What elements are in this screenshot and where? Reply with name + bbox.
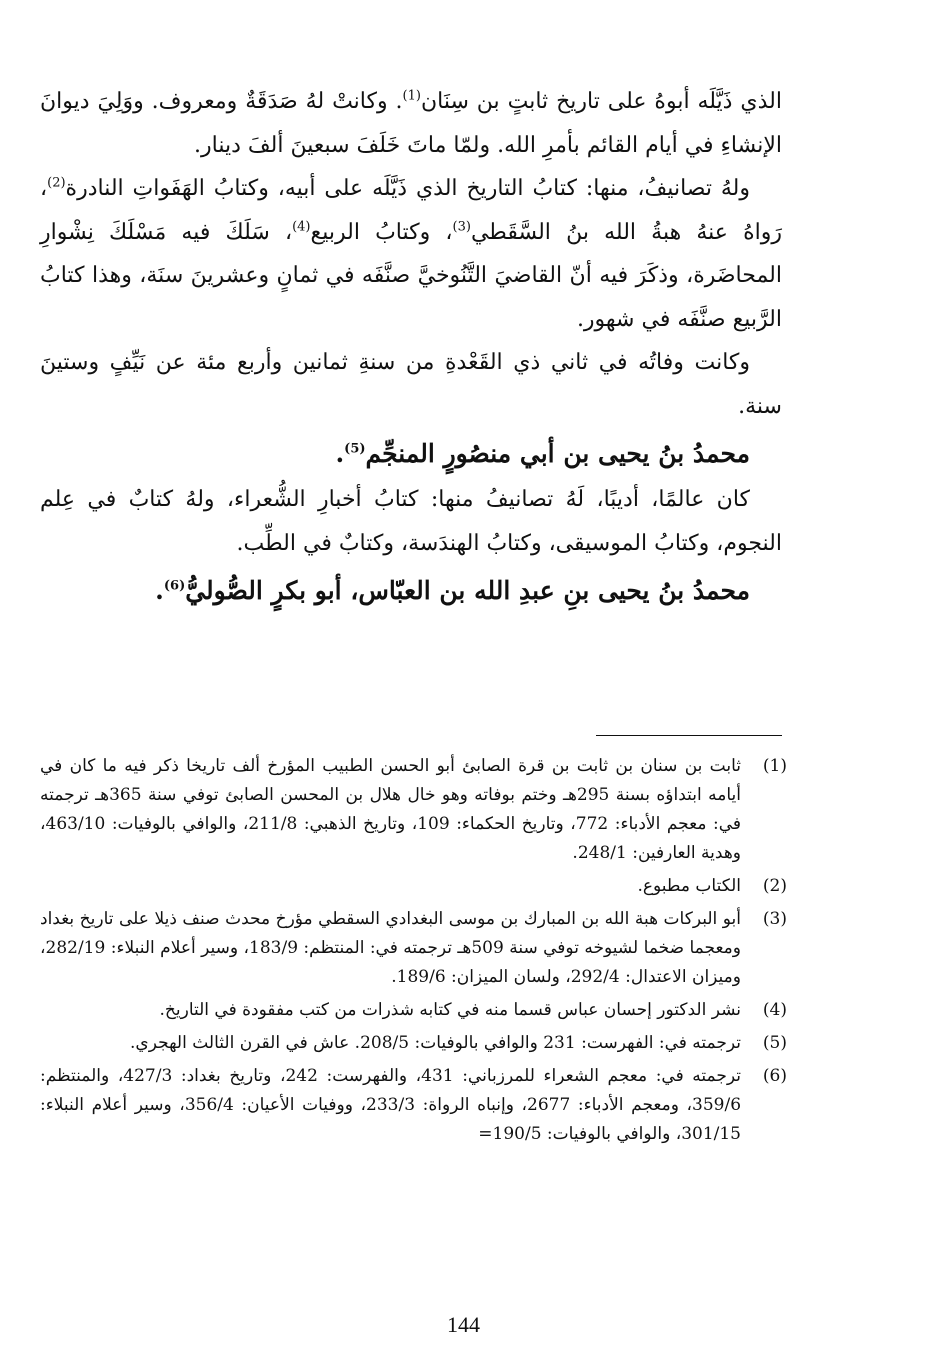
footnote-ref-1: (1) [402,88,421,104]
footnote-text: ثابت بن سنان بن ثابت بن قرة الصابئ أبو الحسن الطبيب المؤرخ ألف تاريخا ذكر فيه ما كان في أيامه ابتداؤه بسنة 295هـ وختم بوفاته وهو خال هلال بن المحسن الصابئ توفي سنة 365هـ ترجمته في: معجم الأدباء: 772، وتاريخ الحكماء: 109، وتاريخ الذهبي: 211/8، والوافي بالوفيات: 463/10، وهدية العارفين: 248/1. [40,756,741,863]
footnote-ref-6: (6) [163,578,186,594]
footnote-item [40,996,787,1025]
entry-heading-2-end: . [155,576,164,605]
footnote-number: (4) [762,1000,787,1020]
entry-heading-2-text: محمدُ بنُ يحيى بنِ عبدِ الله بن العبّاس، أبو بكرٍ الصُّوليُّ [185,576,750,605]
paragraph-1-text-a: الذي ذَيَّلَه أبوهُ على تاريخ ثابتٍ بن سِنَان [420,89,782,114]
footnote-item [40,905,787,992]
footnote-number: (1) [762,756,787,776]
footnote-number: (3) [762,909,787,929]
footnote-number: (6) [762,1066,787,1086]
footnote-text: أبو البركات هبة الله بن المبارك بن موسى البغدادي السقطي مؤرخ محدث صنف ذيلا على تاريخ بغداد ومعجما ضخما لشيوخه توفي سنة 509هـ ترجمته في: المنتظم: 183/9، وسير أعلام النبلاء: 282/19، وميزان الاعتدال: 292/4، ولسان الميزان: 189/6. [40,909,741,987]
paragraph-2-text-a: ولهُ تصانيفُ، منها: كتابُ التاريخ الذي ذَيَّلَه على أبيه، وكتابُ الهَفَواتِ النادرة [65,176,750,201]
footnotes [40,752,787,1153]
footnote-divider [596,735,782,736]
footnote-item [40,752,787,868]
entry-heading-1-end: . [335,439,345,468]
paragraph-4 [40,478,782,565]
paragraph-2-text-d: ، سَلَكَ فيه مَسْلَكَ نِشْوارِ المحاضَرة، وذكَرَ فيه أنّ القاضيَ التَّنُوخيَّ صنَّفَه في ثمانٍ وعشرينَ سنَة، وهذا كتابُ الرَّبيع صنَّفَه في شهور. [40,219,782,332]
paragraph-2-text-b: ، رَواهُ عنهُ هبةُ الله بنُ السَّقَطي [40,176,782,245]
entry-heading-1-text: محمدُ بنُ يحيى بن أبي منصُورٍ المنجِّم [365,439,750,468]
footnote-text: ترجمته في: معجم الشعراء للمرزباني: 431، والفهرست: 242، وتاريخ بغداد: 427/3، والمنتظم: 359/6، ومعجم الأدباء: 2677، وإنباه الرواة: 233/3، ووفيات الأعيان: 356/4، وسير أعلام النبلاء: 301/15، والوافي بالوفيات: 190/5= [40,1066,742,1144]
footnote-item [40,1062,787,1149]
paragraph-1 [40,80,782,167]
entry-heading-2 [40,567,782,615]
footnote-ref-3: (3) [452,219,471,235]
paragraph-3-text: وكانت وفاتُه في ثاني ذي القَعْدةِ من سنةِ ثمانين وأربع مئة عن نَيِّفٍ وستينَ سنة. [40,350,782,419]
footnote-ref-4: (4) [292,219,311,235]
footnote-ref-2: (2) [47,175,66,191]
main-text [40,80,782,615]
paragraph-2 [40,167,782,341]
paragraph-1-text-b: . وكانتْ لهُ صَدَقَةٌ ومعروف. ووَلِيَ ديوانَ الإنشاءِ في أيام القائم بأمرِ الله. ولمّا ماتَ خَلَفَ سبعينَ ألفَ دينار. [40,89,782,158]
footnote-number: (5) [762,1033,787,1053]
page-number: 144 [447,1312,480,1337]
footnote-text: ترجمته في: الفهرست: 231 والوافي بالوفيات: 208/5. عاش في القرن الثالث الهجري. [130,1033,741,1053]
paragraph-2-text-c: ، وكتابُ الربيع [310,219,453,245]
footnote-item [40,1029,787,1058]
footnote-ref-5: (5) [344,441,366,457]
footnote-text: الكتاب مطبوع. [637,876,741,896]
footnote-text: نشر الدكتور إحسان عباس قسما منه في كتابه شذرات من كتب مفقودة في التاريخ. [159,1000,741,1020]
entry-heading-1 [40,430,782,478]
footnote-item [40,872,787,901]
paragraph-3 [40,341,782,428]
footnote-number: (2) [762,876,787,896]
paragraph-4-text: كان عالمًا، أديبًا، لَهُ تصانيفُ منها: كتابُ أخبارِ الشُّعراء، ولهُ كتابٌ في عِلم النجوم، وكتابُ الموسيقى، وكتابُ الهندَسة، وكتابٌ في الطِّب. [40,487,782,556]
